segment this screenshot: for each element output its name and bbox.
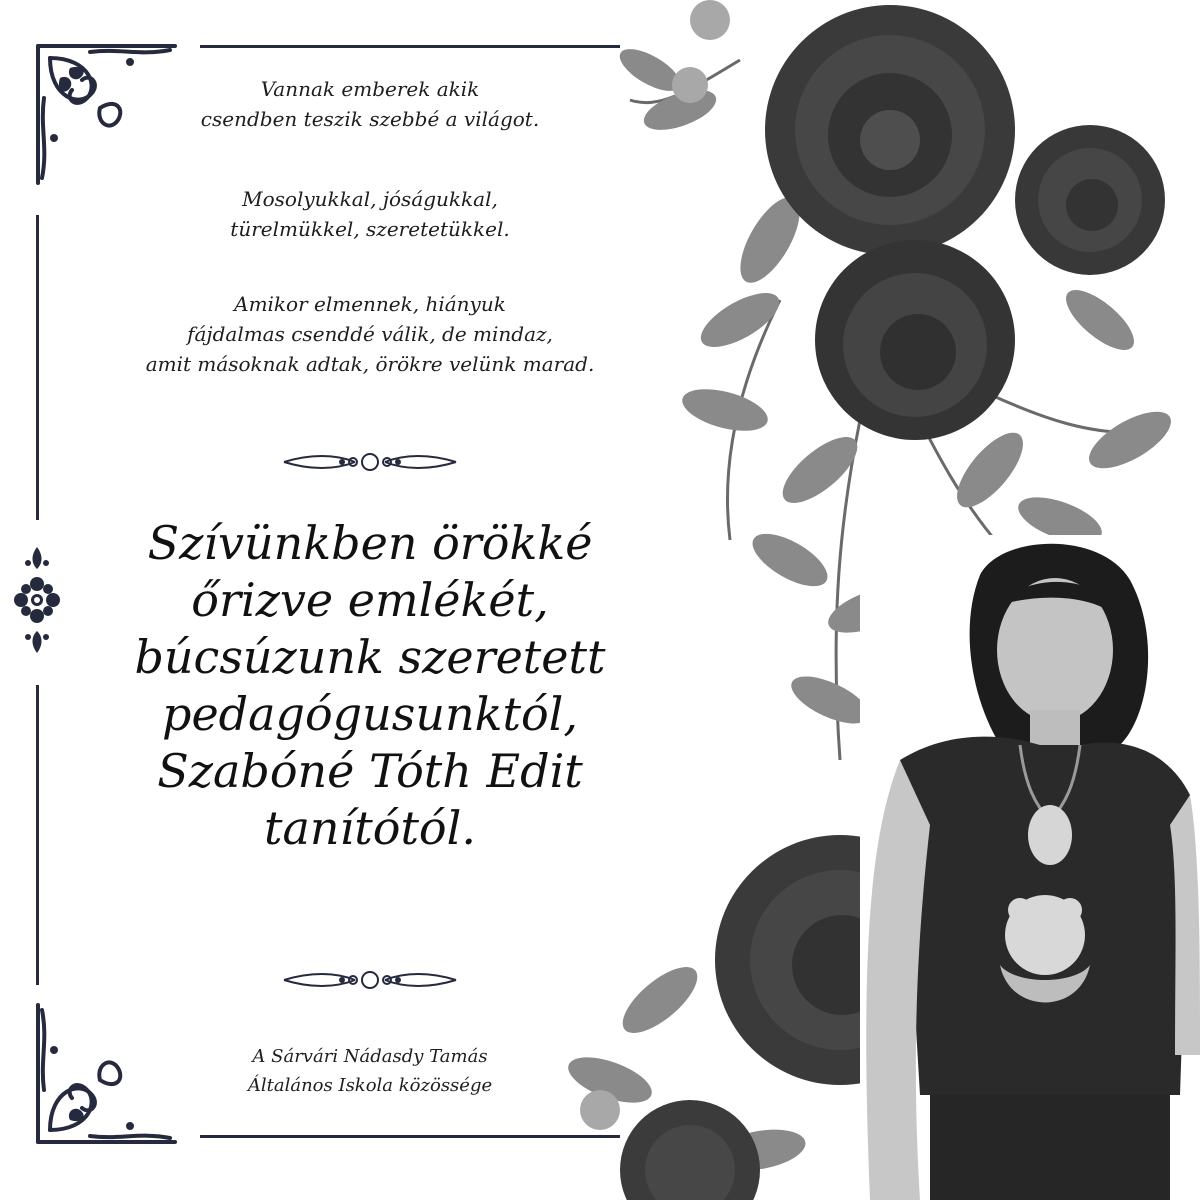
main-line: tanítótól. [264,801,476,855]
poem-line: Mosolyukkal, jóságukkal, [242,187,498,211]
poem-line: türelmükkel, szeretetükkel. [230,217,510,241]
main-line: őrizve emlékét, [191,573,549,627]
poem-line: Vannak emberek akik [260,77,480,101]
portrait-photo [860,535,1200,1200]
signature-line: Általános Iskola közössége [247,1075,493,1096]
main-line: Szabóné Tóth Edit [157,744,583,798]
frame-left-line-upper [36,215,39,520]
flower-ornament-icon [12,545,62,655]
poem-line: fájdalmas csenddé válik, de mindaz, [187,322,553,346]
poem-line: amit másoknak adtak, örökre velünk marad. [145,352,595,376]
scroll-divider-icon [280,968,460,992]
main-line: búcsúzunk szeretett [134,630,606,684]
main-line: Szívünkben örökké [147,516,593,570]
poem-line: Amikor elmennek, hiányuk [234,292,506,316]
main-line: pedagógusunktól, [162,687,578,741]
signature-line: A Sárvári Nádasdy Tamás [252,1046,488,1067]
poem-line: csendben teszik szebbé a világot. [200,107,540,131]
frame-left-line-lower [36,685,39,985]
scroll-divider-icon [280,450,460,474]
